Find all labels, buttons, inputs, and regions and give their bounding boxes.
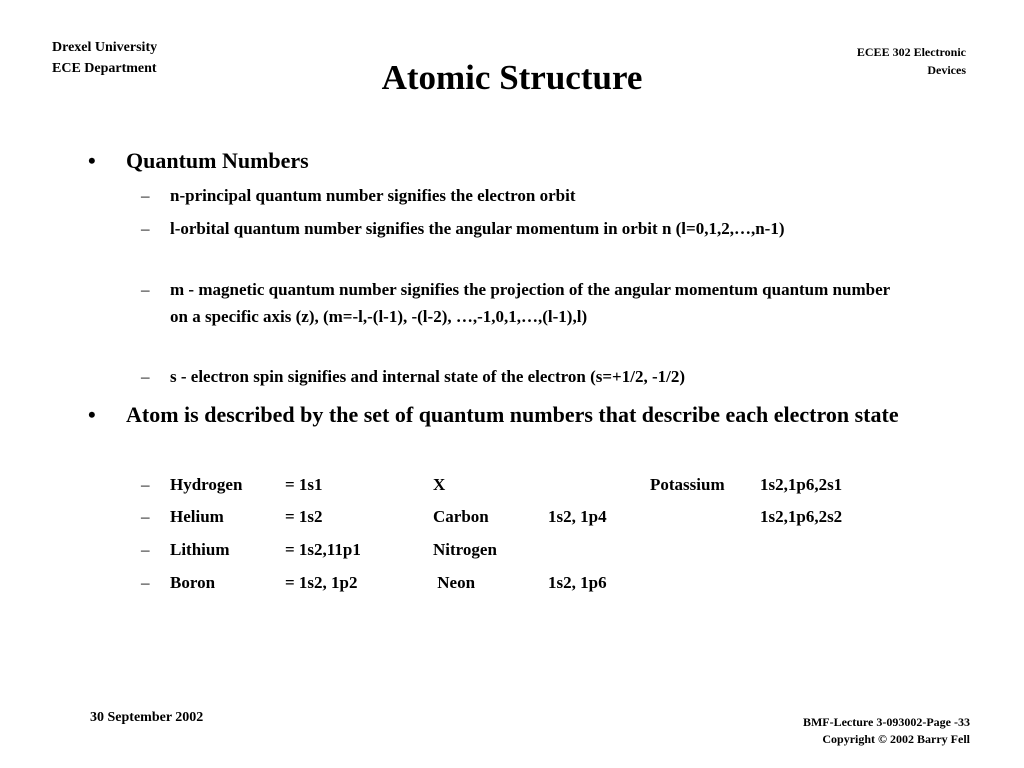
element-config: 1s2, 1p6 bbox=[548, 573, 607, 592]
element-config: = 1s1 bbox=[285, 475, 323, 494]
lecture-page-label: BMF-Lecture 3-093002-Page -33 bbox=[802, 715, 970, 729]
sub-item-s-spin: s - electron spin signifies and internal state of the electron (s=+1/2, -1/2) bbox=[170, 367, 686, 386]
element-config: = 1s2,11p1 bbox=[285, 540, 361, 559]
bullet-marker: • bbox=[88, 148, 96, 173]
copyright-notice: Copyright © 2002 Barry Fell bbox=[822, 732, 970, 746]
dash-marker: – bbox=[141, 219, 150, 238]
element-name: Carbon bbox=[433, 507, 489, 526]
dash-marker: – bbox=[141, 186, 150, 205]
dash-marker: – bbox=[141, 280, 150, 299]
dash-marker: – bbox=[141, 475, 150, 494]
element-name: Neon bbox=[433, 573, 476, 592]
element-config: 1s2,1p6,2s2 bbox=[760, 507, 843, 526]
slide-title: Atomic Structure bbox=[381, 58, 643, 97]
course-name-line1: ECEE 302 Electronic bbox=[856, 45, 966, 59]
course-name-line2: Devices bbox=[927, 63, 966, 77]
department-name: ECE Department bbox=[52, 61, 157, 76]
dash-marker: – bbox=[141, 540, 150, 559]
footer-date: 30 September 2002 bbox=[90, 710, 204, 725]
element-config: = 1s2, 1p2 bbox=[285, 573, 358, 592]
institution-name: Drexel University bbox=[52, 40, 158, 55]
bullet-atom-description: Atom is described by the set of quantum numbers that describe each electron state bbox=[126, 402, 899, 427]
element-name: Helium bbox=[170, 507, 224, 526]
element-name: Hydrogen bbox=[170, 475, 243, 494]
element-name: Lithium bbox=[170, 540, 230, 559]
dash-marker: – bbox=[141, 367, 150, 386]
sub-item-m-magnetic: m - magnetic quantum number signifies the projection of the angular momentum quantum number on a specific axis (z), (m=-l,-(l-1), -(l-2), …,-1,0,1,…,(l-1),l) bbox=[170, 280, 890, 326]
dash-marker: – bbox=[141, 507, 150, 526]
bullet-marker: • bbox=[88, 402, 96, 427]
sub-item-n-principal: n-principal quantum number signifies the electron orbit bbox=[170, 186, 576, 205]
element-name: Nitrogen bbox=[433, 540, 497, 559]
element-name: Boron bbox=[170, 573, 216, 592]
dash-marker: – bbox=[141, 573, 150, 592]
element-config: 1s2, 1p4 bbox=[548, 507, 607, 526]
footer-credits bbox=[803, 714, 970, 748]
element-config: = 1s2 bbox=[285, 507, 323, 526]
element-name: Potassium bbox=[650, 475, 725, 494]
element-name: X bbox=[433, 475, 446, 494]
element-config: 1s2,1p6,2s1 bbox=[760, 475, 843, 494]
sub-item-l-orbital: l-orbital quantum number signifies the angular momentum in orbit n (l=0,1,2,…,n-1) bbox=[170, 219, 785, 238]
bullet-quantum-numbers: Quantum Numbers bbox=[126, 148, 309, 173]
